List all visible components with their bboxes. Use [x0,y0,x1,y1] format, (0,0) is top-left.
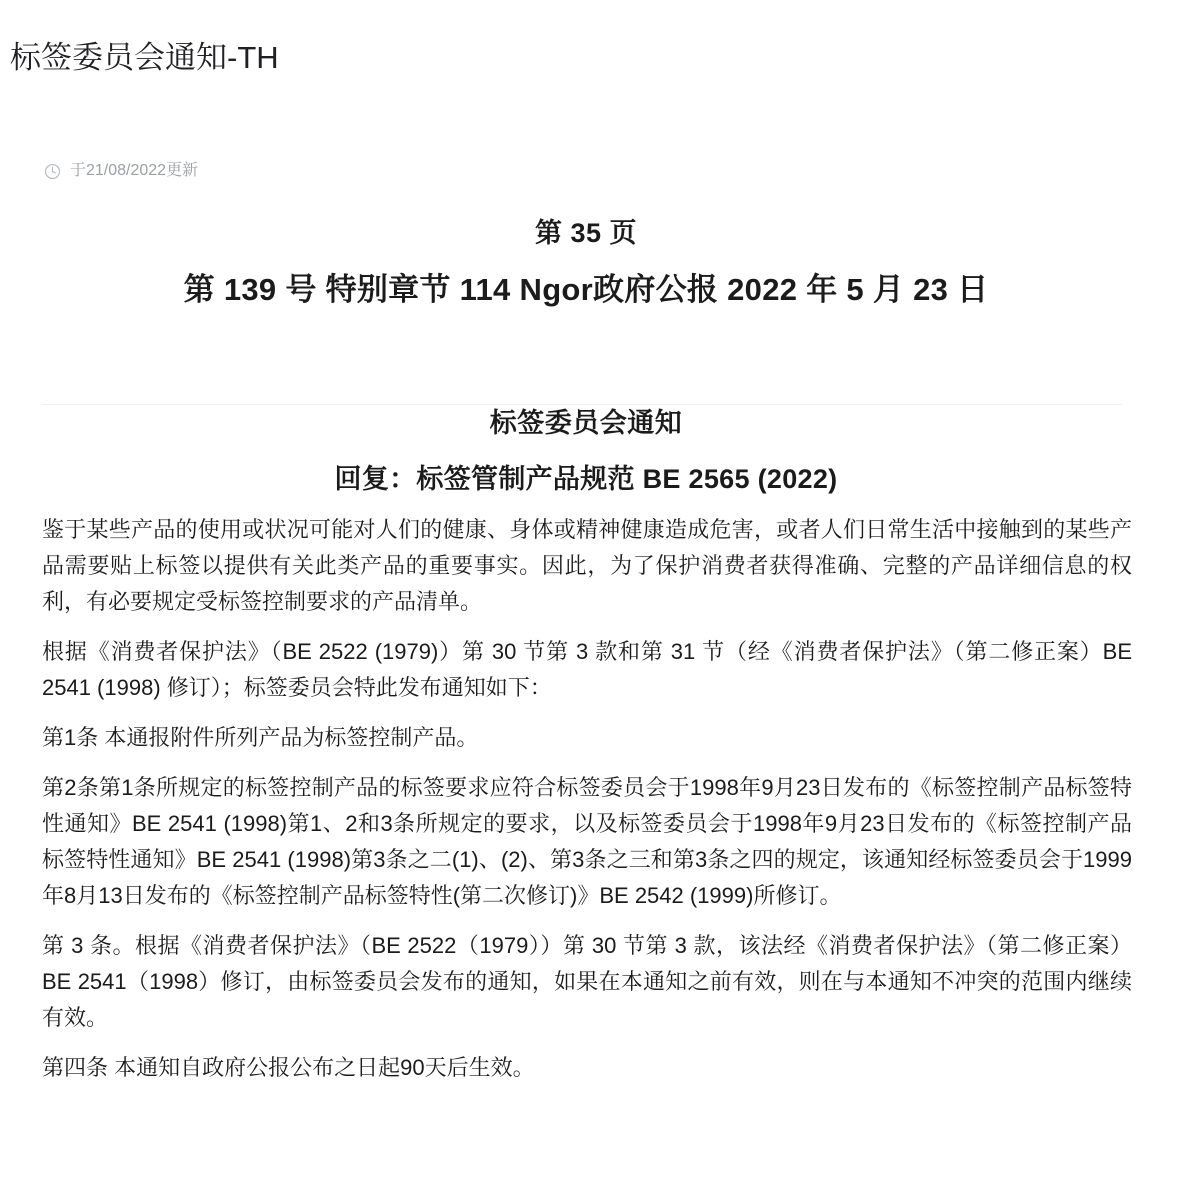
paragraph-article-1: 第1条 本通报附件所列产品为标签控制产品。 [42,725,479,750]
last-updated-text: 于21/08/2022更新 [70,162,199,179]
notice-title: 标签委员会通知 [489,408,683,438]
paragraph-article-4: 第四条 本通知自政府公报公布之日起90天后生效。 [42,1055,535,1080]
paragraph-article-3: 第 3 条。根据《消费者保护法》（BE 2522（1979））第 30 节第 3 款，该法经《消费者保护法》（第二修正案）BE 2541（1998）修订，由标签委员会发布的通知，如果在本通知之前有效，则在与本通知不冲突的范围内继续有效。 [42,933,1132,1030]
page-title: 标签委员会通知-TH [10,39,279,75]
notice-body [42,512,1132,1086]
notice-heading-block [42,404,1130,498]
clock-icon [44,163,61,180]
paragraph-preamble-1: 鉴于某些产品的使用或状况可能对人们的健康、身体或精神健康造成危害，或者人们日常生活中接触到的某些产品需要贴上标签以提供有关此类产品的重要事实。因此，为了保护消费者获得准确、完整的产品详细信息的权利，有必要规定受标签控制要求的产品清单。 [42,517,1132,614]
last-updated-meta [44,160,198,182]
paragraph-preamble-2: 根据《消费者保护法》（BE 2522 (1979)）第 30 节第 3 款和第 31 节（经《消费者保护法》（第二修正案）BE 2541 (1998) 修订）；标签委员会特此发布通知如下： [42,639,1132,700]
document-header [42,214,1130,312]
gazette-page-number: 第 35 页 [534,218,638,248]
gazette-reference-line: 第 139 号 特别章节 114 Ngor政府公报 2022 年 5 月 23 日 [183,272,989,307]
notice-subject: 回复：标签管制产品规范 BE 2565 (2022) [334,464,838,494]
paragraph-article-2: 第2条第1条所规定的标签控制产品的标签要求应符合标签委员会于1998年9月23日发布的《标签控制产品标签特性通知》BE 2541 (1998)第1、2和3条所规定的要求，以及标签委员会于1998年9月23日发布的《标签控制产品标签特性通知》BE 2541 (1998)第3条之二(1)、(2)、第3条之三和第3条之四的规定，该通知经标签委员会于1999年8月13日发布的《标签控制产品标签特性(第二次修订)》BE 2542 (1999)所修订。 [42,775,1132,908]
